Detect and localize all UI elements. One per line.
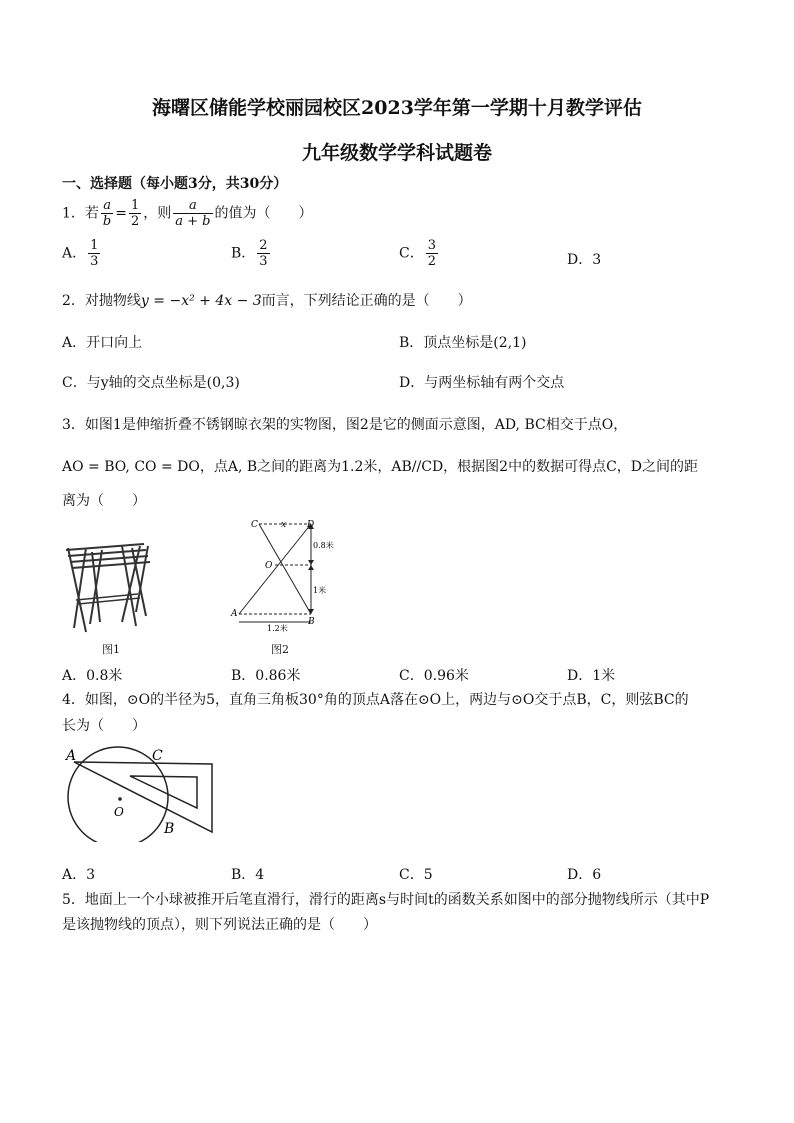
question-3-line3: 离为（ ） (62, 493, 146, 509)
figure-label-a: A (66, 748, 77, 764)
q4-option-d: D．6 (567, 867, 602, 883)
q1-option-b: B． $\frac{2}{3}$ (231, 238, 268, 269)
question-1 (62, 198, 313, 229)
exam-subtitle: 九年级数学学科试题卷 (301, 142, 492, 164)
q1-number: 1．若 (62, 205, 99, 222)
q1-option-d: D．3 (567, 252, 602, 268)
diagram-label-x: x (281, 520, 287, 530)
diagram-label-b: B (308, 617, 315, 627)
q3-option-b: B．0.86米 (231, 668, 301, 684)
diagram-label-d: D (307, 520, 315, 530)
figure-label-c: C (152, 748, 163, 764)
diagram-label-1m: 1米 (313, 586, 327, 595)
question-5-line2: 是该抛物线的顶点），则下列说法正确的是（ ） (62, 917, 377, 933)
question-4-line2: 长为（ ） (62, 718, 146, 734)
figure-label-o: O (114, 805, 124, 819)
q1-fraction-half: $\frac{1}{2}$ (130, 198, 140, 229)
question-5-line1: 5．地面上一个小球被推开后笔直滑行，滑行的距离s与时间t的函数关系如图中的部分抛物线所示（其中P (62, 892, 710, 908)
q4-option-b: B．4 (231, 867, 265, 883)
side-view-diagram (225, 516, 345, 634)
question-4-line1: 4．如图，⊙O的半径为5，直角三角板30°角的顶点A落在⊙O上，两边与⊙O交于点B，C，则弦BC的 (62, 692, 689, 708)
figure-2-caption: 图2 (271, 643, 289, 656)
q4-option-a: A．3 (62, 867, 96, 883)
q2-option-b: B．顶点坐标是(2,1) (399, 335, 527, 351)
q1-equals: = (115, 205, 127, 222)
figure-1-caption: 图1 (102, 643, 120, 656)
question-3-line1: 3．如图1是伸缩折叠不锈钢晾衣架的实物图，图2是它的侧面示意图，AD, BC相交于点O， (62, 417, 628, 433)
q1-mid-text: ，则 (143, 205, 172, 222)
q1-fraction-target: $\frac{a}{a + b}$ (175, 198, 211, 229)
q4-option-c: C．5 (399, 867, 433, 883)
diagram-label-c: C (251, 520, 258, 530)
question-2: 2．对抛物线y = −x² + 4x − 3而言，下列结论正确的是（ ） (62, 293, 472, 309)
q3-option-a: A．0.8米 (62, 668, 123, 684)
diagram-label-ab-length: 1.2米 (267, 624, 288, 633)
diagram-label-08m: 0.8米 (313, 541, 334, 550)
q2-option-d: D．与两坐标轴有两个交点 (399, 375, 565, 391)
diagram-label-o: O (265, 561, 273, 571)
q2-option-a: A．开口向上 (62, 335, 143, 351)
q1-fraction-a-over-b: $\frac{a}{b}$ (102, 198, 112, 229)
q2-option-c: C．与y轴的交点坐标是(0,3) (62, 375, 240, 391)
circle-triangle-figure (62, 742, 222, 842)
exam-title: 海曙区储能学校丽园校区2023学年第一学期十月教学评估 (152, 97, 642, 119)
diagram-label-a: A (231, 609, 238, 619)
q3-option-c: C．0.96米 (399, 668, 469, 684)
question-3-line2: AO = BO, CO = DO，点A, B之间的距离为1.2米，AB//CD，根据图2中的数据可得点C，D之间的距 (62, 459, 699, 475)
clothes-rack-figure (62, 538, 162, 638)
q1-option-a: A． $\frac{1}{3}$ (62, 238, 99, 269)
q2-formula: y = −x² + 4x − 3 (140, 293, 262, 309)
q1-tail-text: 的值为（ ） (214, 205, 313, 222)
q1-option-c: C． $\frac{3}{2}$ (399, 238, 436, 269)
figure-label-b: B (164, 821, 175, 837)
q3-option-d: D．1米 (567, 668, 616, 684)
section-heading: 一、选择题（每小题3分，共30分） (62, 176, 288, 192)
